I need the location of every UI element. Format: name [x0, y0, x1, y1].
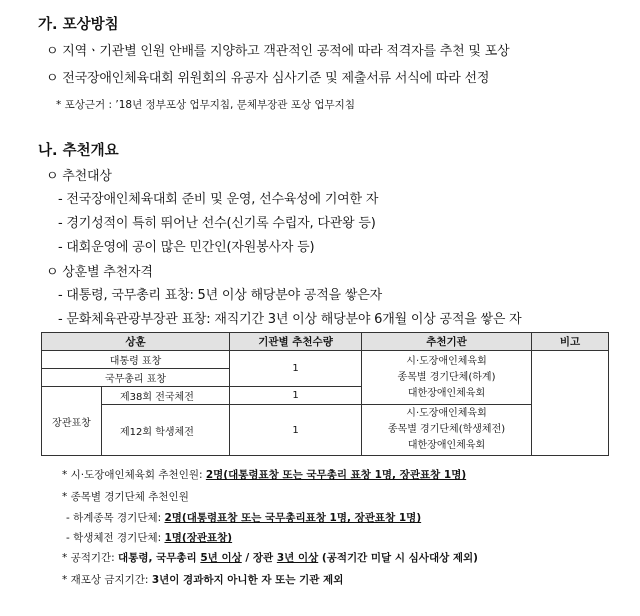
award-pm: 국무총리 표창: [42, 369, 230, 387]
target-item: - 전국장애인체육대회 준비 및 운영, 선수육성에 기여한 자: [58, 192, 379, 207]
award-president: 대통령 표창: [42, 351, 230, 369]
quantity-cell: 1: [230, 351, 362, 387]
header-quantity: 기관별 추천수량: [230, 333, 362, 351]
org-cell: 시·도장애인체육회 종목별 경기단체(하계) 대한장애인체육회: [362, 351, 532, 405]
note-reaward-ban: * 재포상 금지기간: 3년이 경과하지 아니한 자 또는 기관 제외: [62, 574, 344, 586]
note-student: - 학생체전 경기단체: 1명(장관표창): [66, 532, 233, 544]
section-b-title: 나. 추천개요: [38, 143, 119, 159]
policy-bullet-1: ㅇ 지역ㆍ기관별 인원 안배를 지양하고 객관적인 공적에 따라 적격자를 추천 및 포상: [46, 44, 510, 59]
target-item: - 대회운영에 공이 많은 민간인(자원봉사자 등): [58, 240, 315, 255]
remarks-cell: [532, 351, 609, 456]
note-sport-recommend: * 종목별 경기단체 추천인원: [62, 491, 189, 503]
header-remarks: 비고: [532, 333, 609, 351]
award-minister: 장관표창: [42, 387, 102, 456]
quantity-cell: 1: [230, 405, 362, 456]
policy-note: * 포상근거 : ’18년 정부포상 업무지침, 문체부장관 포상 업무지침: [56, 99, 355, 111]
header-award: 상훈: [42, 333, 230, 351]
note-summer: - 하계종목 경기단체: 2명(대통령표창 또는 국무총리표창 1명, 장관표창 1명): [66, 512, 422, 524]
sub-heading-targets: ㅇ 추천대상: [46, 169, 112, 184]
org-cell: 시·도장애인체육회 종목별 경기단체(학생체전) 대한장애인체육회: [362, 405, 532, 456]
header-org: 추천기관: [362, 333, 532, 351]
qualification-item: - 문화체육관광부장관 표창: 재직기간 3년 이상 해당분야 6개월 이상 공적을 쌓은 자: [58, 312, 522, 327]
note-city-recommend: * 시·도장애인체육회 추천인원: 2명(대통령표창 또는 국무총리 표창 1명, 장관표창 1명): [62, 469, 467, 481]
event-student: 제12회 학생체전: [102, 405, 230, 456]
target-item: - 경기성적이 특히 뛰어난 선수(신기록 수립자, 다관왕 등): [58, 216, 376, 231]
note-period: * 공적기간: 대통령, 국무총리 5년 이상 / 장관 3년 이상 (공적기간 미달 시 심사대상 제외): [62, 552, 478, 564]
section-a-title: 가. 포상방침: [38, 17, 119, 33]
event-national: 제38회 전국체전: [102, 387, 230, 405]
qualification-item: - 대통령, 국무총리 표창: 5년 이상 해당분야 공적을 쌓은자: [58, 288, 383, 303]
sub-heading-qualifications: ㅇ 상훈별 추천자격: [46, 265, 153, 280]
award-table: [41, 332, 609, 456]
policy-bullet-2: ㅇ 전국장애인체육대회 위원회의 유공자 심사기준 및 제출서류 서식에 따라 선정: [46, 71, 490, 86]
quantity-cell: 1: [230, 387, 362, 405]
